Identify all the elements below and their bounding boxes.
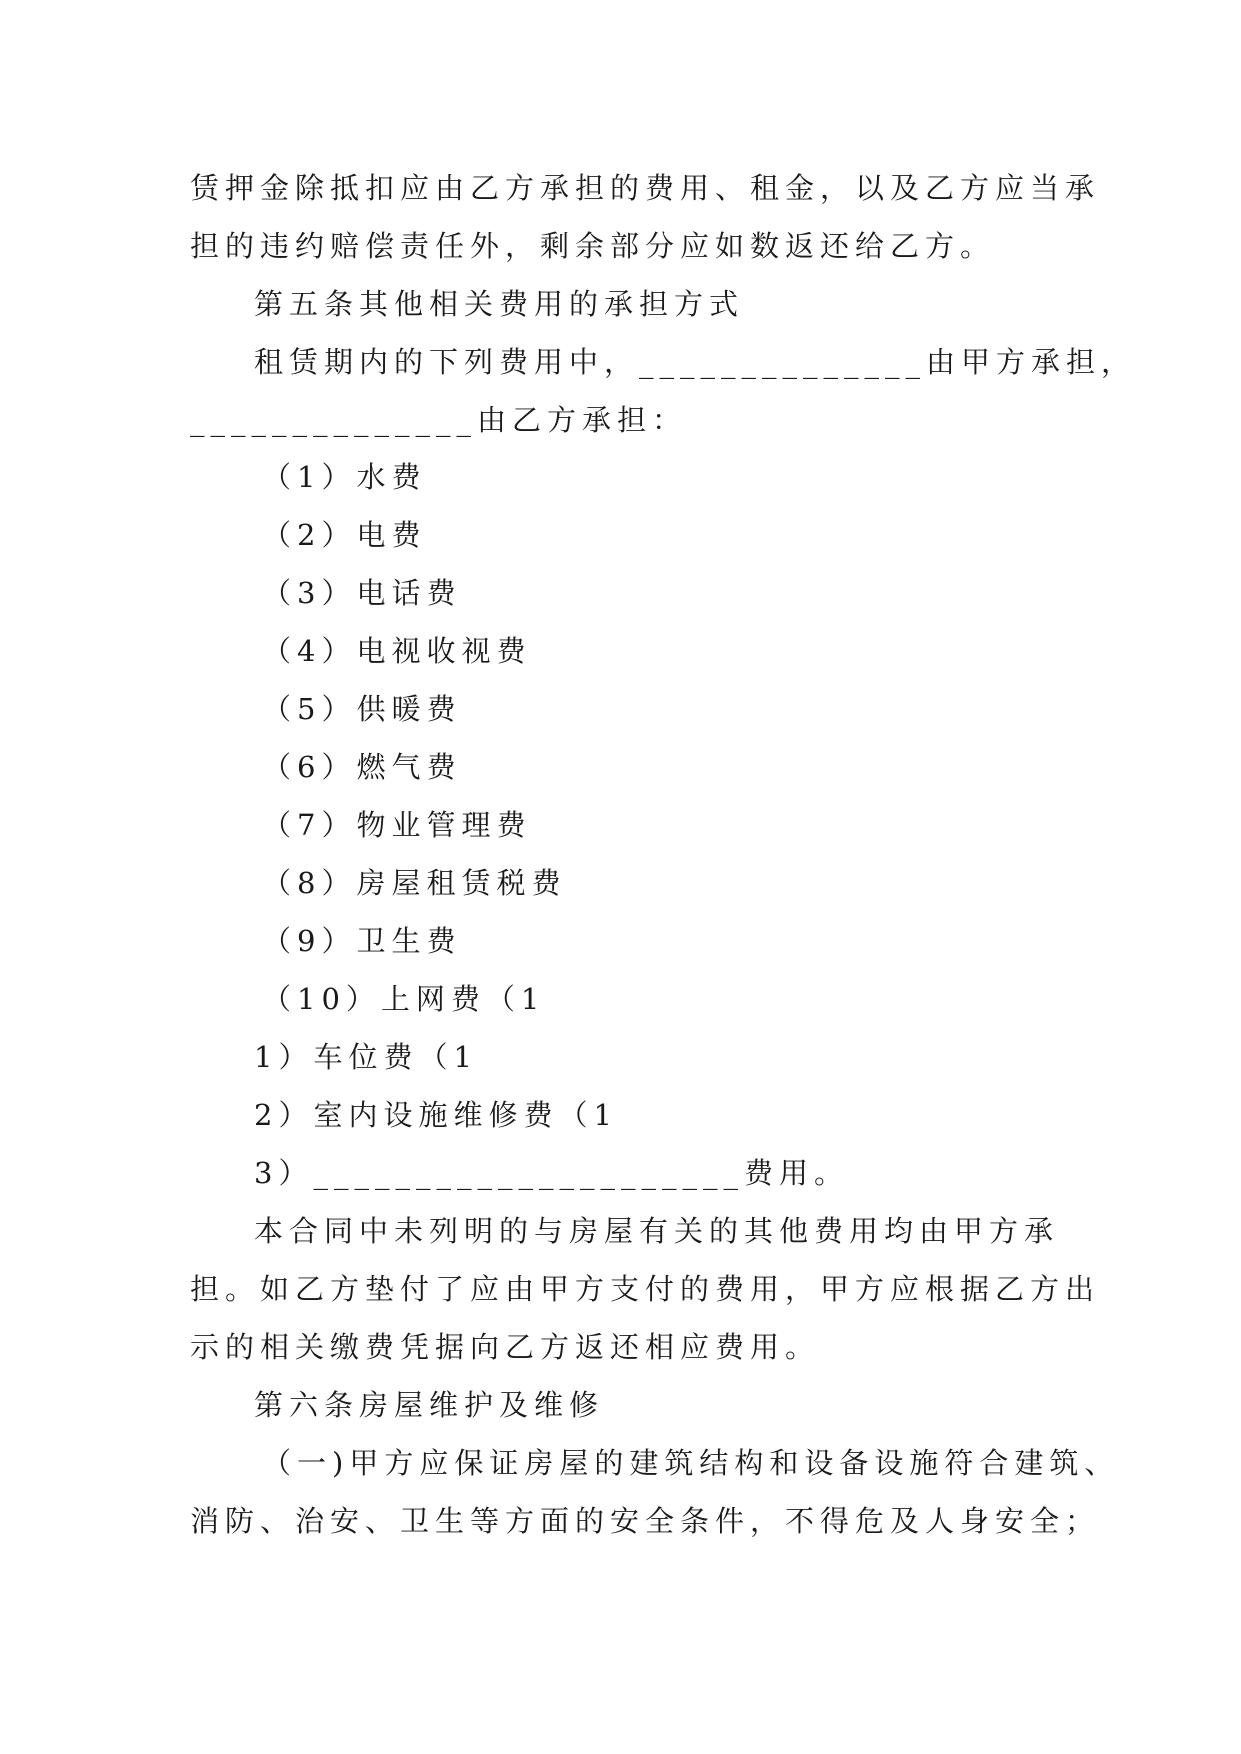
list-item: （8）房屋租赁税费 [262,866,567,900]
paragraph-line: 本合同中未列明的与房屋有关的其他费用均由甲方承 [254,1214,1060,1248]
list-item: 1）车位费（1 [254,1040,478,1074]
paragraph-line: 租赁期内的下列费用中，______________由甲方承担， [254,345,1137,379]
paragraph-line: 示的相关缴费凭据向乙方返还相应费用。 [190,1330,821,1364]
list-item: （10）上网费（1 [262,982,546,1016]
list-item: （4）电视收视费 [262,634,532,668]
list-item: （1）水费 [262,460,427,494]
section-heading-five: 第五条其他相关费用的承担方式 [254,287,745,321]
paragraph-line: 担的违约赔偿责任外，剩余部分应如数返还给乙方。 [190,229,996,263]
list-item: （3）电话费 [262,576,462,610]
list-item: （5）供暖费 [262,692,462,726]
paragraph-line: 赁押金除抵扣应由乙方承担的费用、租金，以及乙方应当承 [190,171,1101,205]
list-item: （9）卫生费 [262,924,462,958]
paragraph-line: 消防、治安、卫生等方面的安全条件，不得危及人身安全； [190,1504,1101,1538]
paragraph-line: （一)甲方应保证房屋的建筑结构和设备设施符合建筑、 [262,1446,1120,1480]
list-item: （2）电费 [262,518,427,552]
list-item: （7）物业管理费 [262,808,532,842]
list-item: 3）_____________________费用。 [254,1156,849,1190]
paragraph-line: 担。如乙方垫付了应由甲方支付的费用，甲方应根据乙方出 [190,1272,1101,1306]
list-item: 2）室内设施维修费（1 [254,1098,618,1132]
paragraph-line: ______________由乙方承担： [190,403,688,437]
section-heading-six: 第六条房屋维护及维修 [254,1388,605,1422]
list-item: （6）燃气费 [262,750,462,784]
